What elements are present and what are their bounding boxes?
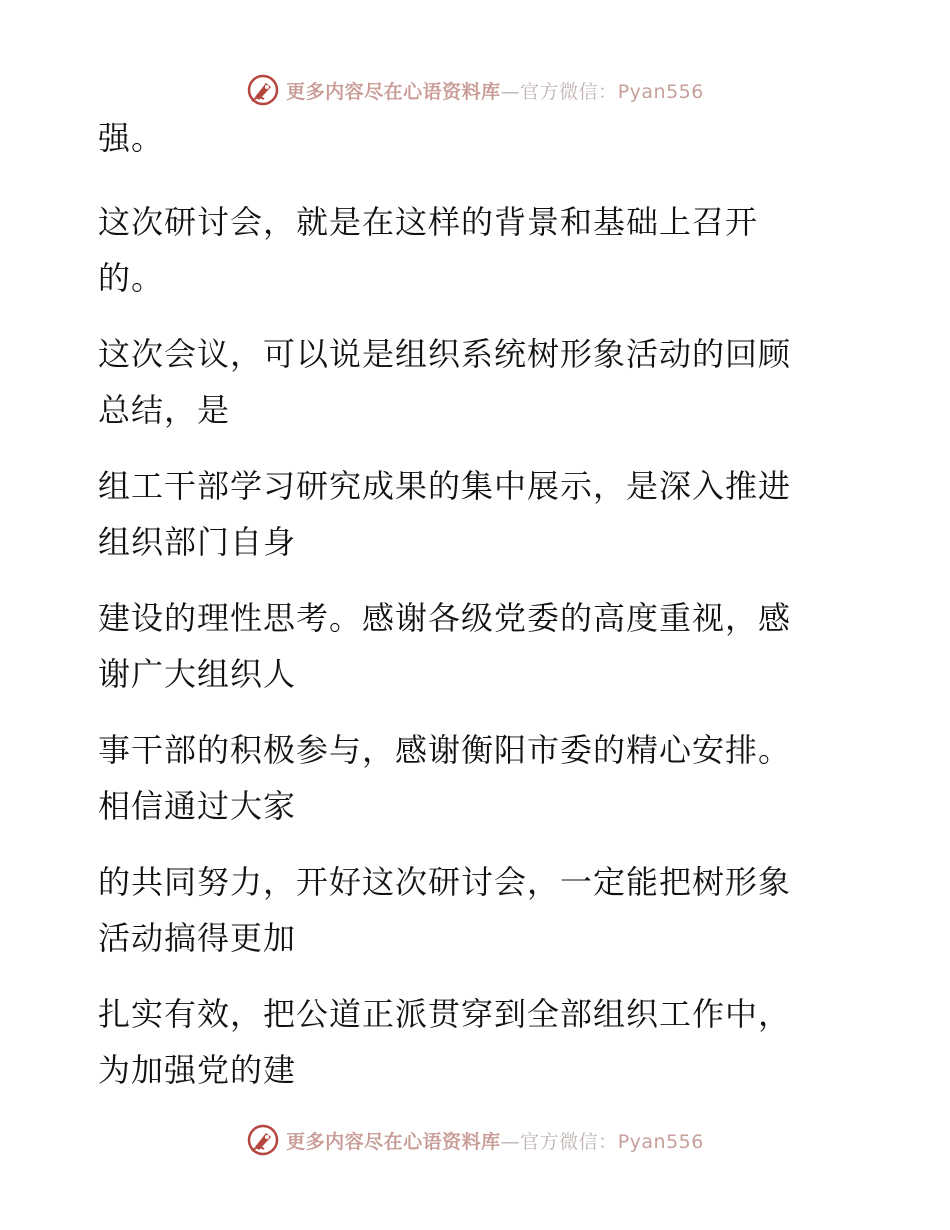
body-line: 总结，是 bbox=[98, 391, 231, 429]
body-line: 事干部的积极参与，感谢衡阳市委的精心安排。 bbox=[98, 731, 792, 769]
footer-brand-text: 更多内容尽在心语资料库 bbox=[286, 1130, 501, 1153]
body-line: 相信通过大家 bbox=[98, 787, 297, 825]
body-line: 的共同努力，开好这次研讨会，一定能把树形象 bbox=[98, 863, 792, 901]
header-wechat-label: 官方微信： bbox=[520, 80, 618, 103]
body-line: 建设的理性思考。感谢各级党委的高度重视，感 bbox=[98, 599, 792, 637]
body-line: 组工干部学习研究成果的集中展示，是深入推进 bbox=[98, 467, 792, 505]
body-line: 活动搞得更加 bbox=[98, 919, 297, 957]
footer-wechat-id: Pyan556 bbox=[617, 1130, 704, 1153]
footer-text bbox=[286, 1127, 704, 1154]
body-line: 强。 bbox=[98, 119, 165, 157]
body-line: 这次会议，可以说是组织系统树形象活动的回顾 bbox=[98, 335, 792, 373]
body-line: 的。 bbox=[98, 259, 165, 297]
header-wechat-id: Pyan556 bbox=[617, 80, 704, 103]
header-brand-text: 更多内容尽在心语资料库 bbox=[286, 80, 501, 103]
footer-wechat-label: 官方微信： bbox=[520, 1130, 618, 1153]
pen-nib-logo-icon bbox=[246, 1123, 280, 1157]
header-banner bbox=[0, 70, 950, 110]
body-line: 为加强党的建 bbox=[98, 1051, 297, 1089]
body-line: 扎实有效，把公道正派贯穿到全部组织工作中， bbox=[98, 995, 792, 1033]
header-text bbox=[286, 77, 704, 104]
footer-banner bbox=[0, 1120, 950, 1160]
body-line: 谢广大组织人 bbox=[98, 655, 297, 693]
body-line: 组织部门自身 bbox=[98, 523, 297, 561]
header-separator: — bbox=[500, 80, 521, 103]
body-line: 这次研讨会，就是在这样的背景和基础上召开 bbox=[98, 203, 759, 241]
footer-separator: — bbox=[500, 1130, 521, 1153]
pen-nib-logo-icon bbox=[246, 73, 280, 107]
